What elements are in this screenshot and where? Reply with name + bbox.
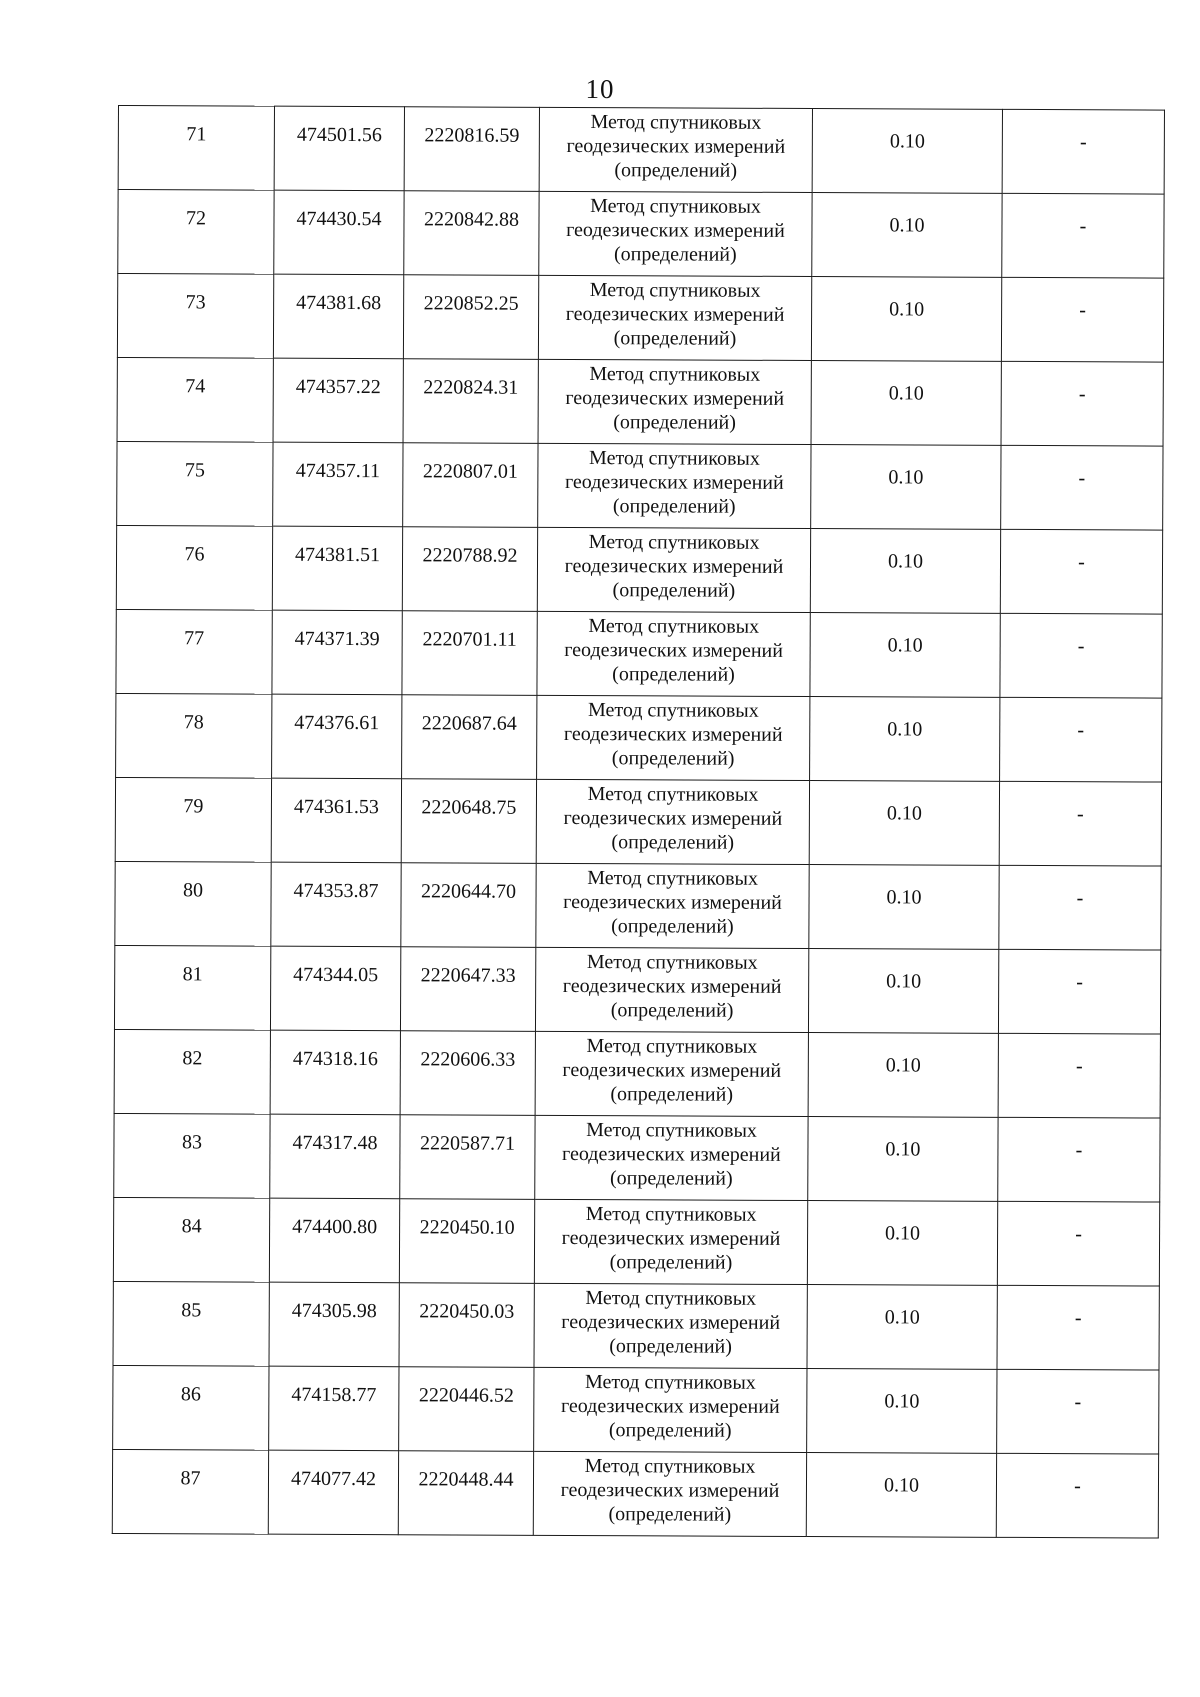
precision-cell: 0.10 <box>810 529 1000 614</box>
method-text-line: геодезических измерений <box>566 134 786 158</box>
x-coordinate-cell: 474381.51 <box>272 526 402 611</box>
method-text-line: геодезических измерений <box>563 722 783 746</box>
point-number-cell: 77 <box>116 609 272 694</box>
method-text-line: (определений) <box>608 1419 732 1442</box>
y-coordinate-cell: 2220852.25 <box>403 275 538 360</box>
method-cell <box>538 275 811 360</box>
method-text-line: (определений) <box>612 495 736 518</box>
point-number-cell: 76 <box>116 525 272 610</box>
method-cell <box>538 443 811 528</box>
method-text-line: (определений) <box>609 1251 733 1274</box>
precision-cell: 0.10 <box>806 1453 996 1538</box>
x-coordinate-cell: 474317.48 <box>270 1114 400 1199</box>
table-row <box>117 274 1163 363</box>
y-coordinate-cell: 2220842.88 <box>404 191 539 276</box>
table-row <box>114 945 1160 1034</box>
precision-cell: 0.10 <box>808 1033 998 1118</box>
method-text-line: (определений) <box>611 831 735 854</box>
precision-cell: 0.10 <box>810 697 1000 782</box>
point-number-cell: 79 <box>115 777 271 862</box>
point-number-cell: 81 <box>114 945 270 1030</box>
method-cell <box>539 191 812 276</box>
description-cell: - <box>998 1033 1160 1118</box>
method-text-line: Метод спутниковых <box>589 447 760 470</box>
method-cell <box>533 1451 806 1536</box>
method-text-line: Метод спутниковых <box>589 279 761 302</box>
x-coordinate-cell: 474357.22 <box>273 358 403 443</box>
precision-cell: 0.10 <box>809 781 999 866</box>
x-coordinate-cell: 474353.87 <box>271 862 401 947</box>
method-cell <box>535 1031 808 1116</box>
description-cell: - <box>999 865 1161 950</box>
method-text-line: (определений) <box>610 1083 734 1106</box>
precision-cell: 0.10 <box>807 1285 997 1370</box>
y-coordinate-cell: 2220788.92 <box>402 527 537 612</box>
method-cell <box>539 107 812 192</box>
point-number-cell: 72 <box>118 190 274 275</box>
method-text-line: (определений) <box>614 159 738 182</box>
method-text-line: геодезических измерений <box>563 890 782 914</box>
table-row <box>118 190 1164 279</box>
table-row <box>116 693 1162 782</box>
table-row <box>113 1197 1159 1286</box>
method-text-line: геодезических измерений <box>566 218 785 242</box>
method-text-line: Метод спутниковых <box>588 531 760 554</box>
method-text-line: (определений) <box>613 411 736 434</box>
method-text-line: (определений) <box>612 663 735 686</box>
table-row <box>116 525 1162 614</box>
page-number: 10 <box>585 74 615 104</box>
method-text-line: геодезических измерений <box>560 1478 780 1502</box>
y-coordinate-cell: 2220687.64 <box>402 695 537 780</box>
method-text-line: геодезических измерений <box>560 1394 780 1418</box>
x-coordinate-cell: 474305.98 <box>269 1282 399 1367</box>
table-row <box>118 106 1164 195</box>
table-row <box>117 441 1163 530</box>
table-row <box>116 609 1162 698</box>
method-text-line: (определений) <box>612 579 736 602</box>
method-cell <box>534 1199 807 1284</box>
method-text-line: (определений) <box>610 999 734 1022</box>
table-row <box>117 357 1163 446</box>
x-coordinate-cell: 474501.56 <box>274 106 404 191</box>
table-row <box>115 777 1161 866</box>
x-coordinate-cell: 474357.11 <box>273 442 403 527</box>
description-cell: - <box>1001 445 1163 530</box>
point-number-cell: 78 <box>116 693 272 778</box>
method-cell <box>534 1367 807 1452</box>
x-coordinate-cell: 474344.05 <box>270 946 400 1031</box>
method-text-line: геодезических измерений <box>561 1310 781 1334</box>
method-text-line: Метод спутниковых <box>589 363 761 386</box>
point-number-cell: 83 <box>114 1113 270 1198</box>
method-text-line: Метод спутниковых <box>586 1035 758 1058</box>
point-number-cell: 73 <box>117 274 273 359</box>
y-coordinate-cell: 2220448.44 <box>398 1451 533 1536</box>
method-text-line: Метод спутниковых <box>585 1203 757 1226</box>
precision-cell: 0.10 <box>810 613 1000 698</box>
method-text-line: Метод спутниковых <box>585 1287 757 1310</box>
table-row <box>113 1365 1159 1454</box>
y-coordinate-cell: 2220446.52 <box>399 1367 534 1452</box>
y-coordinate-cell: 2220606.33 <box>400 1031 535 1116</box>
description-cell: - <box>1002 109 1164 194</box>
point-number-cell: 80 <box>115 861 271 946</box>
table-row <box>115 861 1161 950</box>
precision-cell: 0.10 <box>811 277 1001 362</box>
x-coordinate-cell: 474376.61 <box>272 694 402 779</box>
table-row <box>113 1281 1159 1370</box>
x-coordinate-cell: 474158.77 <box>269 1366 399 1451</box>
precision-cell: 0.10 <box>811 361 1001 446</box>
point-number-cell: 74 <box>117 357 273 442</box>
x-coordinate-cell: 474430.54 <box>274 190 404 275</box>
description-cell: - <box>1001 361 1163 446</box>
x-coordinate-cell: 474400.80 <box>269 1198 399 1283</box>
method-text-line: Метод спутниковых <box>588 615 760 638</box>
description-cell: - <box>1000 697 1162 782</box>
method-text-line: Метод спутниковых <box>587 699 759 722</box>
precision-cell: 0.10 <box>808 949 998 1034</box>
method-cell <box>537 527 810 612</box>
method-text-line: (определений) <box>613 243 737 266</box>
precision-cell: 0.10 <box>809 865 999 950</box>
method-text-line: Метод спутниковых <box>590 195 762 218</box>
x-coordinate-cell: 474371.39 <box>272 610 402 695</box>
method-text-line: Метод спутниковых <box>586 1119 757 1142</box>
y-coordinate-cell: 2220816.59 <box>404 107 539 192</box>
method-text-line: (определений) <box>609 1167 733 1190</box>
method-text-line: геодезических измерений <box>564 470 784 494</box>
method-text-line: геодезических измерений <box>562 1058 782 1082</box>
coordinates-table-body <box>112 106 1164 1539</box>
y-coordinate-cell: 2220450.03 <box>399 1283 534 1368</box>
point-number-cell: 87 <box>112 1449 268 1534</box>
description-cell: - <box>1001 277 1163 362</box>
point-number-cell: 75 <box>117 441 273 526</box>
x-coordinate-cell: 474318.16 <box>270 1030 400 1115</box>
method-text-line: Метод спутниковых <box>587 783 759 806</box>
y-coordinate-cell: 2220701.11 <box>402 611 537 696</box>
precision-cell: 0.10 <box>812 109 1002 194</box>
table-row <box>114 1113 1160 1202</box>
method-text-line: Метод спутниковых <box>587 867 759 890</box>
method-text-line: геодезических измерений <box>562 1142 781 1166</box>
point-number-cell: 71 <box>118 106 274 191</box>
description-cell: - <box>997 1285 1159 1370</box>
method-cell <box>538 359 811 444</box>
method-text-line: (определений) <box>611 915 734 938</box>
y-coordinate-cell: 2220807.01 <box>403 443 538 528</box>
method-cell <box>536 779 809 864</box>
method-text-line: геодезических измерений <box>561 1226 781 1250</box>
method-cell <box>535 947 808 1032</box>
description-cell: - <box>997 1369 1159 1454</box>
point-number-cell: 82 <box>114 1029 270 1114</box>
y-coordinate-cell: 2220587.71 <box>400 1115 535 1200</box>
method-text-line: Метод спутниковых <box>584 1371 756 1394</box>
table-row <box>112 1449 1158 1538</box>
method-text-line: Метод спутниковых <box>586 951 758 974</box>
y-coordinate-cell: 2220824.31 <box>403 359 538 444</box>
x-coordinate-cell: 474381.68 <box>273 274 403 359</box>
method-text-line: (определений) <box>608 1503 732 1526</box>
method-text-line: геодезических измерений <box>564 638 784 662</box>
description-cell: - <box>996 1453 1158 1538</box>
precision-cell: 0.10 <box>812 193 1002 278</box>
method-cell <box>535 1115 808 1200</box>
method-cell <box>536 863 809 948</box>
method-text-line: (определений) <box>611 747 735 770</box>
precision-cell: 0.10 <box>807 1201 997 1286</box>
method-text-line: Метод спутниковых <box>584 1455 756 1478</box>
description-cell: - <box>997 1201 1159 1286</box>
y-coordinate-cell: 2220648.75 <box>401 779 536 864</box>
y-coordinate-cell: 2220450.10 <box>399 1199 534 1284</box>
method-text-line: (определений) <box>613 327 737 350</box>
method-text-line: Метод спутниковых <box>590 111 762 134</box>
method-text-line: геодезических измерений <box>564 554 784 578</box>
method-text-line: геодезических измерений <box>563 806 783 830</box>
method-text-line: геодезических измерений <box>565 302 785 326</box>
method-text-line: геодезических измерений <box>565 386 785 410</box>
y-coordinate-cell: 2220644.70 <box>401 863 536 948</box>
table-row <box>114 1029 1160 1118</box>
method-text-line: геодезических измерений <box>562 974 782 998</box>
point-number-cell: 86 <box>113 1365 269 1450</box>
method-cell <box>534 1283 807 1368</box>
description-cell: - <box>999 781 1161 866</box>
method-cell <box>537 695 810 780</box>
method-cell <box>537 611 810 696</box>
point-number-cell: 85 <box>113 1281 269 1366</box>
description-cell: - <box>998 1117 1160 1202</box>
y-coordinate-cell: 2220647.33 <box>400 947 535 1032</box>
description-cell: - <box>1000 529 1162 614</box>
coordinates-table <box>112 105 1165 1539</box>
point-number-cell: 84 <box>113 1197 269 1282</box>
x-coordinate-cell: 474077.42 <box>268 1450 398 1535</box>
description-cell: - <box>1002 193 1164 278</box>
precision-cell: 0.10 <box>808 1117 998 1202</box>
description-cell: - <box>1000 613 1162 698</box>
description-cell: - <box>998 949 1160 1034</box>
x-coordinate-cell: 474361.53 <box>271 778 401 863</box>
precision-cell: 0.10 <box>811 445 1001 530</box>
method-text-line: (определений) <box>609 1335 732 1358</box>
precision-cell: 0.10 <box>807 1369 997 1454</box>
